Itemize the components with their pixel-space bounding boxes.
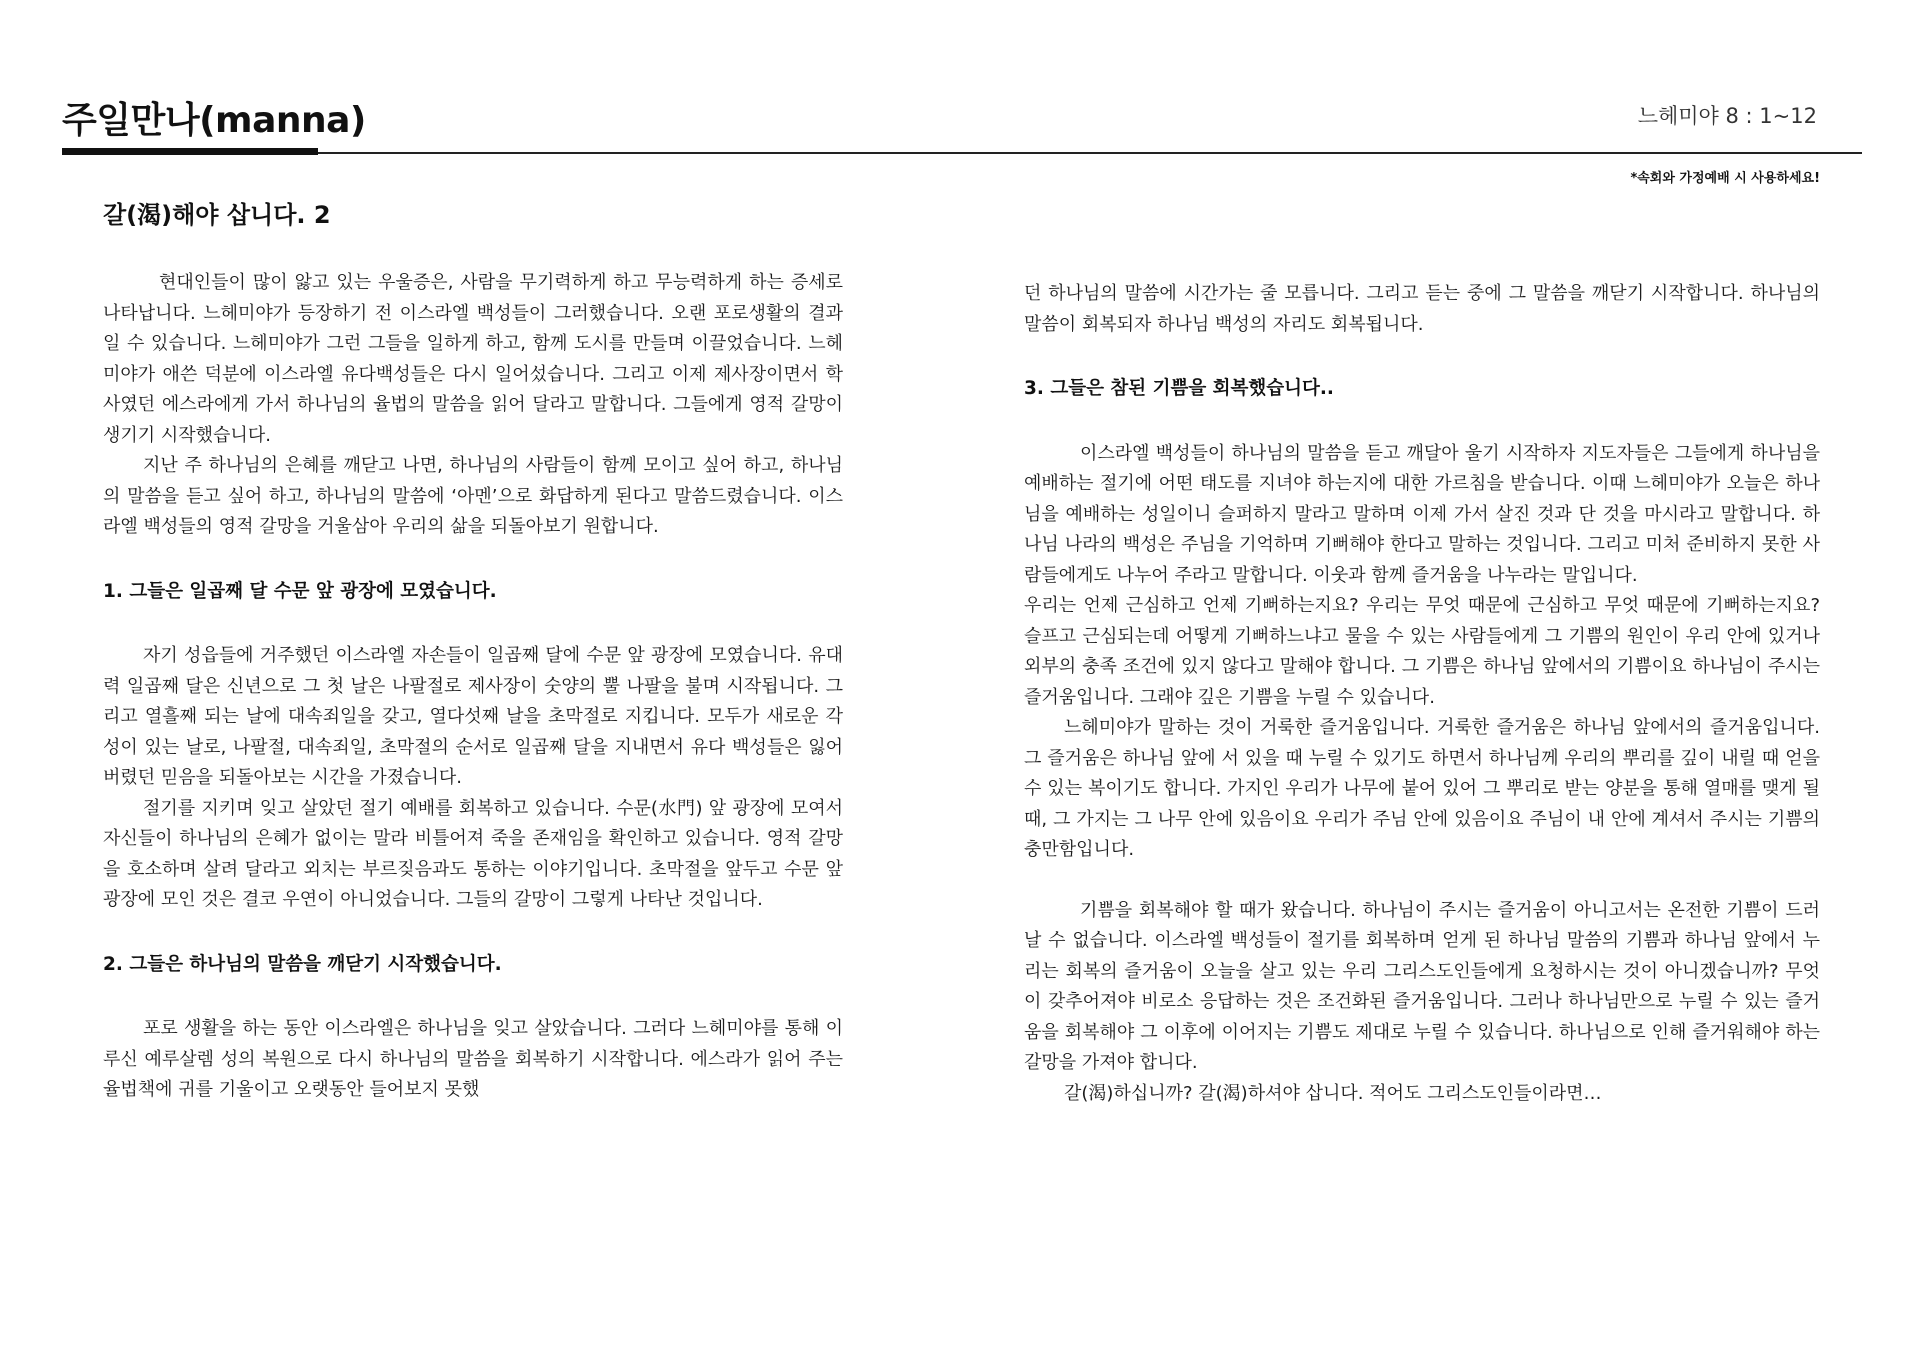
- section-3-paragraph-1: 이스라엘 백성들이 하나님의 말씀을 듣고 깨달아 울기 시작하자 지도자들은 그들에게 하나님을 예배하는 절기에 어떤 태도를 지녀야 하는지에 대한 가르침을 받습니다. 이때 느헤미야가 오늘은 하나님을 예배하는 성일이니 슬퍼하지 말라고 말하며 이제 가서 살진 것과 단 것을 마시라고 말합니다. 하나님 나라의 백성은 주님을 기억하며 기뻐해야 한다고 말하는 것입니다. 그리고 미처 준비하지 못한 사람들에게도 나누어 주라고 말합니다. 이웃과 함께 즐거움을 나누라는 말입니다.: [1024, 442, 1820, 586]
- right-column: [1024, 279, 1820, 1109]
- section-1-paragraph-1: 자기 성읍들에 거주했던 이스라엘 자손들이 일곱째 달에 수문 앞 광장에 모였습니다. 유대력 일곱째 달은 신년으로 그 첫 날은 나팔절로 제사장이 숫양의 뿔 나팔을 불며 시작됩니다. 그리고 열흘째 되는 날에 대속죄일을 갖고, 열다섯째 날을 초막절로 지킵니다. 모두가 새로운 각성이 있는 날로, 나팔절, 대속죄일, 초막절의 순서로 일곱째 달을 지내면서 유다 백성들은 잃어버렸던 믿음을 되돌아보는 시간을 가졌습니다.: [103, 645, 843, 788]
- usage-note: *속회와 가정예배 시 사용하세요!: [1630, 171, 1820, 186]
- conclusion-paragraph-1: 기쁨을 회복해야 할 때가 왔습니다. 하나님이 주시는 즐거움이 아니고서는 온전한 기쁨이 드러날 수 없습니다. 이스라엘 백성들이 절기를 회복하며 얻게 된 하나님 말씀의 기쁨과 하나님 앞에서 누리는 회복의 즐거움이 오늘을 살고 있는 우리 그리스도인들에게 요청하시는 것이 아니겠습니까? 무엇이 갖추어져야 비로소 응답하는 것은 조건화된 즐거움입니다. 그러나 하나님만으로 누릴 수 있는 즐거움을 회복해야 그 이후에 이어지는 기쁨도 제대로 누릴 수 있습니다. 하나님으로 인해 즐거워해야 하는 갈망을 가져야 합니다.: [1024, 899, 1820, 1073]
- section-3-paragraph-3: 느헤미야가 말하는 것이 거룩한 즐거움입니다. 거룩한 즐거움은 하나님 앞에서의 즐거움입니다. 그 즐거움은 하나님 앞에 서 있을 때 누릴 수 있기도 하면서 하나님께 우리의 뿌리를 깊이 내릴 때 얻을 수 있는 복이기도 합니다. 가지인 우리가 나무에 붙어 있어 그 뿌리로 받는 양분을 통해 열매를 맺게 될 때, 그 가지는 그 나무 안에 있음이요 우리가 주님 안에 있음이요 주님이 내 안에 계셔서 주시는 기쁨의 충만함입니다.: [1024, 717, 1820, 860]
- section-2-heading: 2. 그들은 하나님의 말씀을 깨닫기 시작했습니다.: [103, 953, 502, 975]
- section-2-paragraph-continued: 던 하나님의 말씀에 시간가는 줄 모릅니다. 그리고 듣는 중에 그 말씀을 깨닫기 시작합니다. 하나님의 말씀이 회복되자 하나님 백성의 자리도 회복됩니다.: [1024, 283, 1820, 335]
- section-3-paragraph-2: 우리는 언제 근심하고 언제 기뻐하는지요? 우리는 무엇 때문에 근심하고 무엇 때문에 기뻐하는지요? 슬프고 근심되는데 어떻게 기뻐하느냐고 물을 수 있는 사람들에게 그 기쁨의 원인이 우리 안에 있거나 외부의 충족 조건에 있지 않다고 말해야 합니다. 그 기쁨은 하나님 앞에서의 기쁨이요 하나님이 주시는 즐거움입니다. 그래야 깊은 기쁨을 누릴 수 있습니다.: [1024, 595, 1820, 708]
- intro-paragraph-2: 지난 주 하나님의 은혜를 깨닫고 나면, 하나님의 사람들이 함께 모이고 싶어 하고, 하나님의 말씀을 듣고 싶어 하고, 하나님의 말씀에 ‘아멘’으로 화답하게 된다고 말씀드렸습니다. 이스라엘 백성들의 영적 갈망을 거울삼아 우리의 삶을 되돌아보기 원합니다.: [103, 455, 843, 537]
- section-1-heading: 1. 그들은 일곱째 달 수문 앞 광장에 모였습니다.: [103, 580, 497, 602]
- page-header: [62, 92, 1862, 152]
- intro-paragraph-1: 현대인들이 많이 앓고 있는 우울증은, 사람을 무기력하게 하고 무능력하게 하는 증세로 나타납니다. 느헤미야가 등장하기 전 이스라엘 백성들이 그러했습니다. 오랜 포로생활의 결과일 수 있습니다. 느헤미야가 그런 그들을 일하게 하고, 함께 도시를 만들며 이끌었습니다. 느헤미야가 애쓴 덕분에 이스라엘 유다백성들은 다시 일어섰습니다. 그리고 이제 제사장이면서 학사였던 에스라에게 가서 하나님의 율법의 말씀을 읽어 달라고 말합니다. 그들에게 영적 갈망이 생기기 시작했습니다.: [103, 272, 843, 446]
- brand-title: 주일만나(manna): [62, 100, 366, 141]
- section-2-paragraph-start: 포로 생활을 하는 동안 이스라엘은 하나님을 잊고 살았습니다. 그러다 느헤미야를 통해 이루신 예루살렘 성의 복원으로 다시 하나님의 말씀을 회복하기 시작합니다. 에스라가 읽어 주는 율법책에 귀를 기울이고 오랫동안 들어보지 못했: [103, 1018, 843, 1100]
- header-divider: [62, 152, 1862, 154]
- header-accent-bar: [62, 148, 318, 155]
- left-column: [103, 268, 843, 1106]
- section-1-paragraph-2: 절기를 지키며 잊고 살았던 절기 예배를 회복하고 있습니다. 수문(水門) 앞 광장에 모여서 자신들이 하나님의 은혜가 없이는 말라 비틀어져 죽을 존재임을 확인하고 있습니다. 영적 갈망을 호소하며 살려 달라고 외치는 부르짖음과도 통하는 이야기입니다. 초막절을 앞두고 수문 앞 광장에 모인 것은 결코 우연이 아니었습니다. 그들의 갈망이 그렇게 나타난 것입니다.: [103, 797, 843, 910]
- article-title: 갈(渴)해야 삽니다. 2: [103, 201, 331, 229]
- conclusion-paragraph-2: 갈(渴)하십니까? 갈(渴)하셔야 삽니다. 적어도 그리스도인들이라면…: [1064, 1082, 1602, 1104]
- section-3-heading: 3. 그들은 참된 기쁨을 회복했습니다..: [1024, 378, 1334, 399]
- scripture-reference: 느헤미야 8 : 1~12: [1637, 104, 1817, 128]
